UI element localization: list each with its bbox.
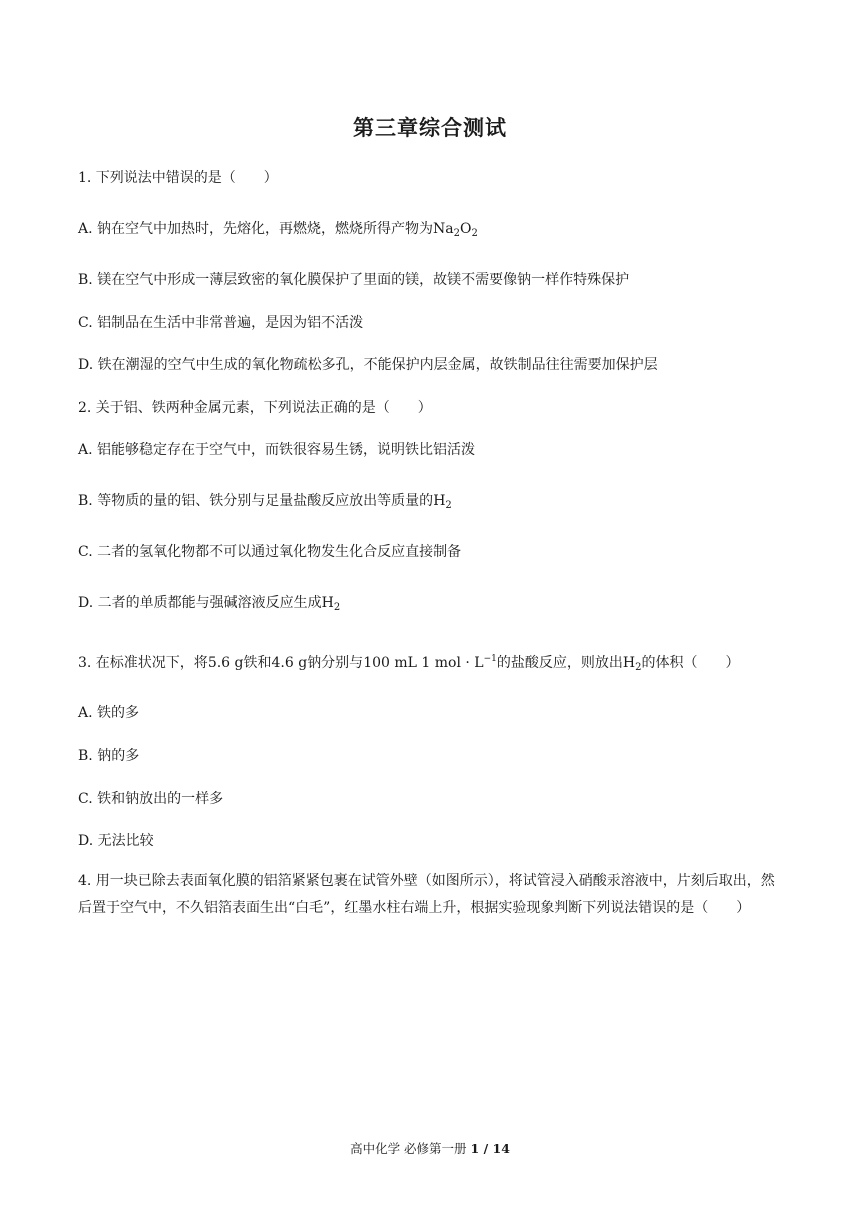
footer-subject: 高中化学 必修第一册	[350, 1141, 467, 1156]
q2-option-a: A. 铝能够稳定存在于空气中，而铁很容易生锈，说明铁比铝活泼	[78, 442, 476, 458]
concentration-exponent: −1	[483, 654, 497, 664]
q3-stem-mid: 的盐酸反应，则放出	[496, 655, 623, 671]
q3-stem-end: 的体积（ ）	[641, 655, 740, 671]
na-mass: 4.6 g	[271, 655, 308, 671]
page-number: 1 / 14	[470, 1141, 510, 1156]
q1-option-a	[78, 219, 478, 239]
formula-sub: 2	[445, 500, 452, 511]
q1-stem: 1. 下列说法中错误的是（ ）	[78, 170, 278, 186]
q3-option-d: D. 无法比较	[78, 833, 154, 849]
q3-stem-mid: 铁和	[243, 655, 272, 671]
q3-stem-start: 3. 在标准状况下，将	[78, 655, 208, 671]
fe-mass: 5.6 g	[207, 655, 244, 671]
page-title: 第三章综合测试	[353, 115, 507, 140]
q2-stem: 2. 关于铝、铁两种金属元素，下列说法正确的是（ ）	[78, 400, 432, 416]
q3-option-b: B. 钠的多	[78, 748, 140, 764]
q2-option-d-text: D. 二者的单质都能与强碱溶液反应生成	[78, 595, 322, 611]
q3-option-c: C. 铁和钠放出的一样多	[78, 791, 224, 807]
formula-h: H	[622, 655, 636, 671]
formula-sub: 2	[471, 228, 478, 239]
concentration: 100 mL 1 mol · L	[363, 655, 484, 671]
q2-option-b	[78, 491, 452, 511]
page-footer	[0, 1139, 860, 1157]
q3-option-a: A. 铁的多	[78, 705, 140, 721]
formula-na: Na	[433, 221, 454, 237]
formula-sub: 2	[453, 228, 460, 239]
formula-sub: 2	[333, 602, 341, 613]
formula-o: O	[460, 221, 472, 237]
q3-stem	[78, 653, 739, 673]
q1-option-b: B. 镁在空气中形成一薄层致密的氧化膜保护了里面的镁，故镁不需要像钠一样作特殊保护	[78, 272, 630, 288]
q2-option-d	[78, 593, 340, 613]
q2-option-c: C. 二者的氢氧化物都不可以通过氧化物发生化合反应直接制备	[78, 544, 462, 560]
q1-option-c: C. 铝制品在生活中非常普遍，是因为铝不活泼	[78, 315, 364, 331]
formula-h: H	[433, 493, 446, 509]
q4-stem: 4. 用一块已除去表面氧化膜的铝箔紧紧包裹在试管外壁（如图所示），将试管浸入硝酸汞溶液中，片刻后取出，然后置于空气中，不久铝箔表面生出“白毛”，红墨水柱右端上升，根据实验现象判断下列说法错误的是（ ）	[78, 873, 775, 916]
q3-stem-mid: 钠分别与	[307, 655, 364, 671]
q1-option-a-text: A. 钠在空气中加热时，先熔化，再燃烧，燃烧所得产物为	[78, 221, 434, 237]
formula-sub: 2	[635, 662, 642, 673]
q2-option-b-text: B. 等物质的量的铝、铁分别与足量盐酸反应放出等质量的	[78, 493, 434, 509]
q1-option-d: D. 铁在潮湿的空气中生成的氧化物疏松多孔，不能保护内层金属，故铁制品往往需要加保护层	[78, 357, 658, 373]
formula-h: H	[321, 595, 334, 611]
